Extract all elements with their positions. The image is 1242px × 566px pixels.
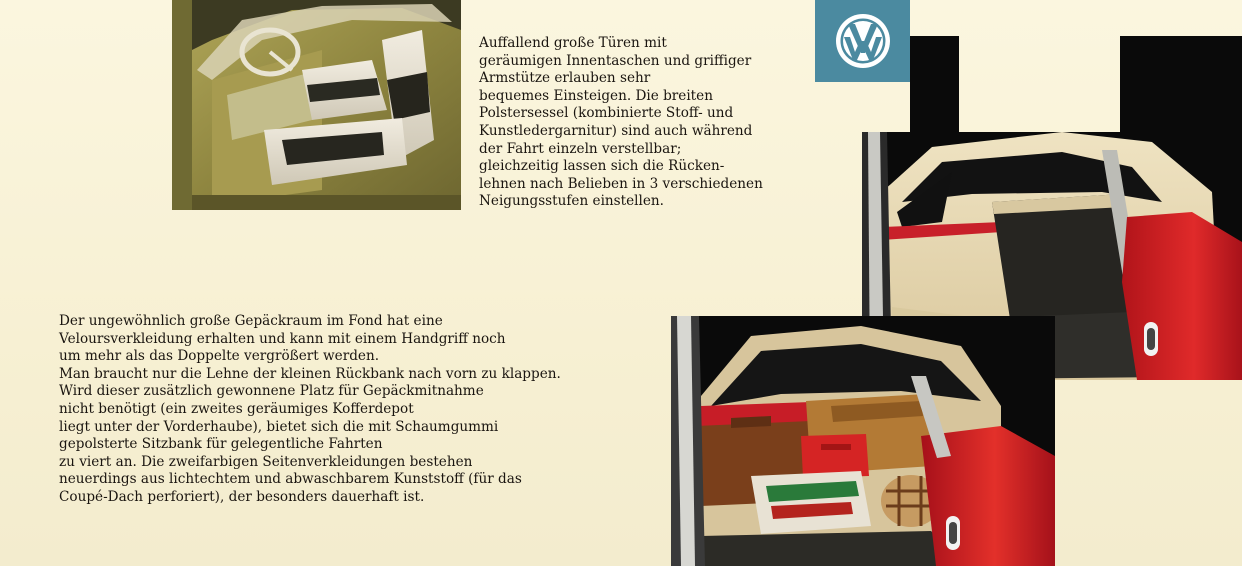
text-line: lehnen nach Belieben in 3 verschiedenen [479,175,763,192]
photo-backdrop [910,36,959,132]
text-line: Auffallend große Türen mit [479,35,667,51]
text-line: zu viert an. Die zweifarbigen Seitenverkleidungen bestehen [59,453,473,470]
text-line: Man braucht nur die Lehne der kleinen Rückbank nach vorn zu klappen. [59,365,561,382]
text-line: geräumigen Innentaschen und griffiger [479,52,752,69]
vw-logo-badge [815,0,910,82]
text-line: gepolsterte Sitzbank für gelegentliche Fahrten [59,436,383,453]
luggage-compartment-photo [671,316,1055,566]
text-line: Der ungewöhnlich große Gepäckraum im Fond hat eine [59,313,443,329]
text-line: Kunstledergarnitur) sind auch während [479,122,753,139]
text-line: um mehr als das Doppelte vergrößert werden. [59,348,380,365]
text-line: Neigungsstufen einstellen. [479,193,664,210]
text-line: nicht benötigt (ein zweites geräumiges Kofferdepot [59,400,414,417]
text-line: Veloursverkleidung erhalten und kann mit einem Handgriff noch [59,330,506,347]
text-line: der Fahrt einzeln verstellbar; [479,140,682,157]
text-line: Coupé-Dach perforiert), der besonders dauerhaft ist. [59,488,425,505]
text-line: Polstersessel (kombinierte Stoff- und [479,105,734,122]
vw-logo-icon [815,0,910,82]
text-line: gleichzeitig lassen sich die Rücken- [479,158,725,175]
interior-description [479,35,763,211]
text-line: liegt unter der Vorderhaube), bietet sich die mit Schaumgummi [59,418,499,435]
text-line: neuerdings aus lichtechtem und abwaschbarem Kunststoff (für das [59,471,522,488]
text-line: bequemes Einsteigen. Die breiten [479,87,713,104]
luggage-description [59,313,561,507]
text-line: Wird dieser zusätzlich gewonnene Platz für Gepäckmitnahme [59,383,484,400]
car-interior-photo [172,0,461,210]
photo-backdrop [1120,36,1242,132]
text-line: Armstütze erlauben sehr [479,70,651,87]
